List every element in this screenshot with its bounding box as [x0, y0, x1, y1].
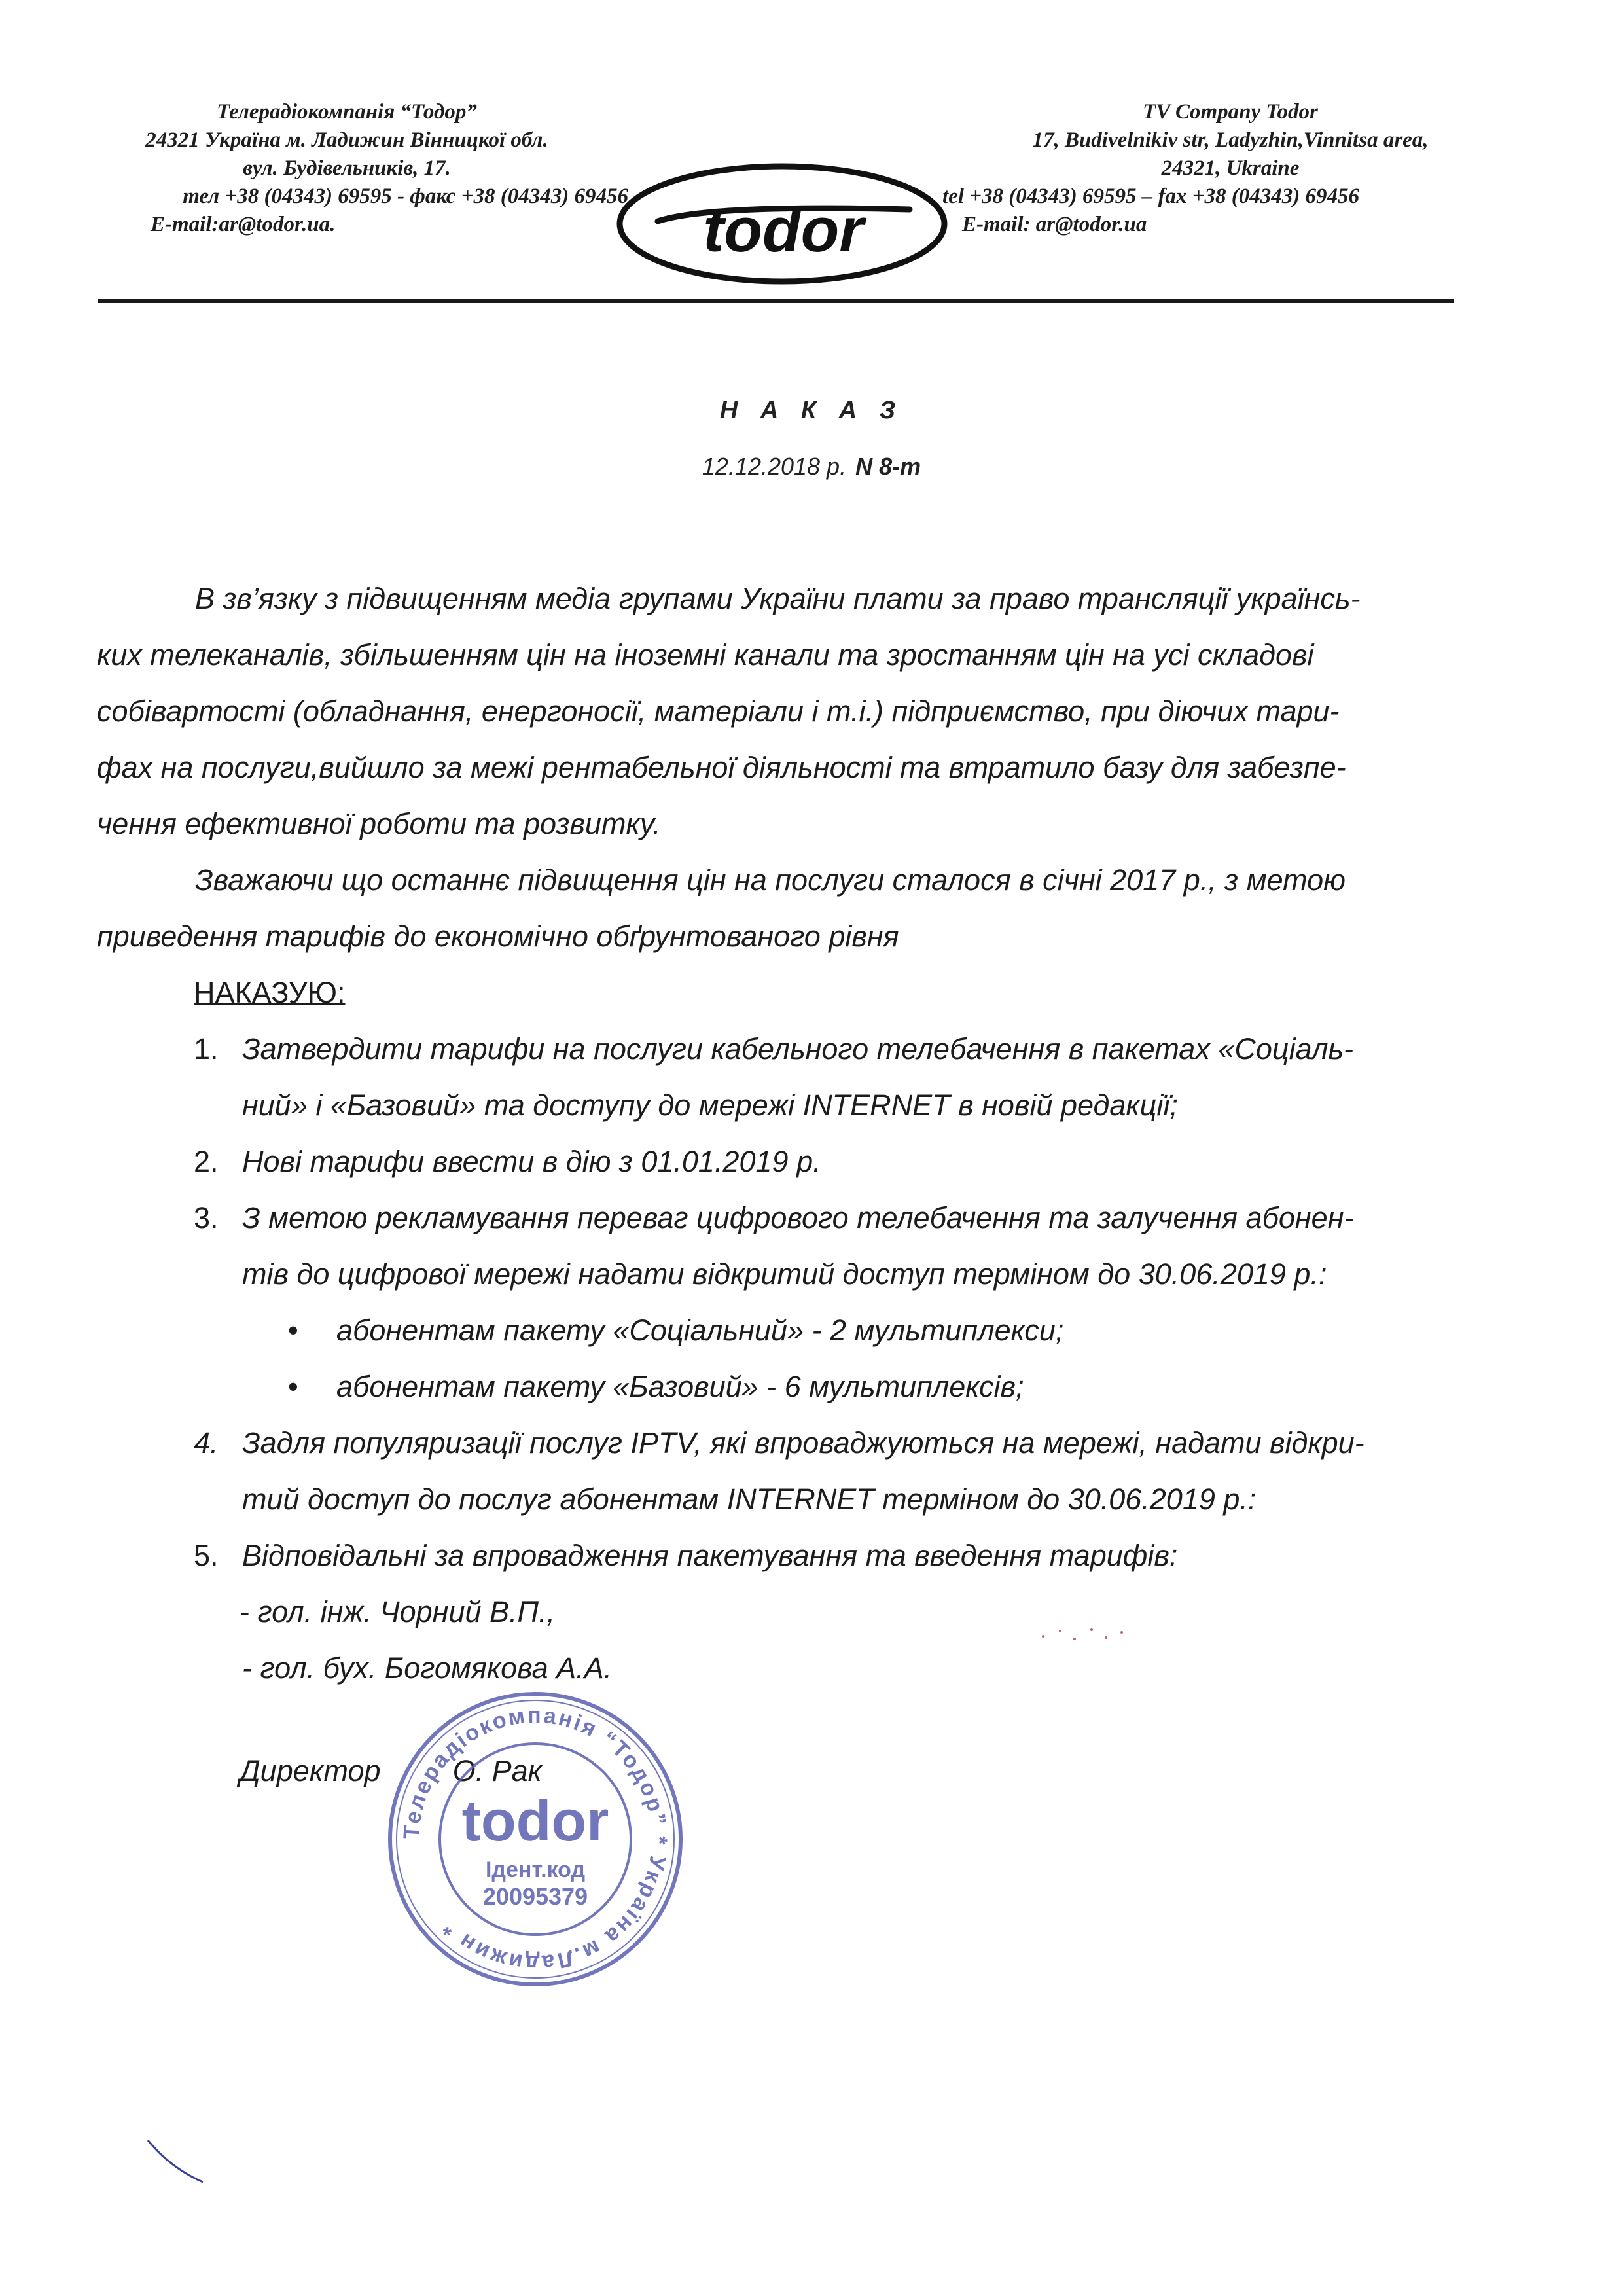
list-item-text: Нові тарифи ввести в дію з 01.01.2019 р. [242, 1145, 821, 1178]
letterhead-ua-address-1: 24321 Україна м. Ладижин Вінницкої обл. [145, 128, 548, 152]
paragraph-line: фах на послуги,вийшло за межі рентабельної діяльності та втратило базу для забезпе- [97, 751, 1346, 784]
list-item-number: 1. [194, 1032, 219, 1066]
paragraph-line: ких телеканалів, збільшенням цін на іноземні канали та зростанням цін на усі складові [97, 638, 1314, 672]
document-title: Н А К А З [719, 397, 904, 424]
letterhead-en-company: TV Company Todor [1143, 100, 1318, 124]
list-item-text: Затвердити тарифи на послуги кабельного телебачення в пакетах «Соціаль- [242, 1032, 1354, 1066]
paragraph-line: собівартості (обладнання, енергоносії, матеріали і т.і.) підприємство, при діючих тари- [97, 694, 1340, 728]
list-item-number: 2. [194, 1145, 219, 1178]
list-item-continuation: тий доступ до послуг абонентам INTERNET терміном до 30.06.2019 р.: [242, 1482, 1257, 1516]
bullet-symbol: • [288, 1314, 298, 1347]
list-item-text: Відповідальні за впровадження пакетування та введення тарифів: [242, 1539, 1178, 1572]
stamp-id-number: 20095379 [482, 1883, 588, 1910]
paragraph-line: приведення тарифів до економічно обґрунтованого рівня [97, 920, 899, 953]
list-item [97, 1528, 1504, 1584]
stamp-logo-text: todor [461, 1788, 609, 1853]
list-item-text: З метою рекламування переваг цифрового телебачення та залучення абонен- [242, 1201, 1354, 1234]
todor-logo [612, 158, 952, 289]
signature-title: Директор [240, 1754, 381, 1787]
letterhead-en-email: E-mail: ar@todor.ua [962, 213, 1147, 236]
list-item [97, 1134, 1504, 1190]
document-date: 12.12.2018 р. [702, 453, 847, 480]
letterhead-ua-email: E-mail:ar@todor.ua. [151, 213, 336, 236]
stamp-id-label: Ідент.код [485, 1857, 586, 1882]
responsible-person: - гол. бух. Богомякова А.А. [242, 1651, 613, 1685]
document-dateline [0, 453, 1623, 480]
signature-name: О. Рак [452, 1754, 542, 1787]
paragraph-line: В зв’язку з підвищенням медіа групами України плати за право трансляції українсь- [195, 582, 1361, 615]
letterhead-ua [65, 98, 628, 239]
list-item-text: Задля популяризації послуг IPTV, які впроваджуються на мережі, надати відкри- [242, 1426, 1364, 1460]
list-item-continuation: тів до цифрової мережі надати відкритий доступ терміном до 30.06.2019 р.: [242, 1257, 1327, 1291]
list-item [97, 1021, 1504, 1077]
bullet-text: абонентам пакету «Базовий» - 6 мультиплексів; [336, 1370, 1024, 1403]
paragraph-line: чення ефективної роботи та розвитку. [97, 807, 661, 840]
letterhead-ua-company: Телерадіокомпанія “Тодор” [217, 100, 477, 124]
document-body [97, 571, 1504, 1696]
responsible-person: - гол. інж. Чорний В.П., [240, 1595, 556, 1628]
letterhead-en-address-2: 24321, Ukraine [1161, 156, 1300, 180]
order-word: НАКАЗУЮ: [194, 976, 346, 1009]
list-item [97, 1190, 1504, 1246]
stamp-ring-text: Телерадіокомпанія “Тодор” * Україна м.Ладижин * [399, 1702, 672, 1976]
pen-mark [144, 2134, 209, 2186]
letterhead-en-phone: tel +38 (04343) 69595 – fax +38 (04343) 69456 [942, 185, 1360, 208]
document-number: N 8-т [855, 453, 921, 480]
letterhead-en [942, 98, 1518, 239]
letterhead-en-address-1: 17, Budivelnikiv str, Ladyzhin,Vinnitsa area, [1032, 128, 1429, 152]
bullet-item [97, 1302, 1504, 1359]
list-item-number: 4. [194, 1426, 219, 1460]
logo-text: todor [703, 195, 864, 265]
scan-speckle [1034, 1622, 1139, 1648]
list-item-continuation: ний» і «Базовий» та доступу до мережі INTERNET в новій редакції; [242, 1088, 1178, 1122]
company-stamp [385, 1689, 686, 1990]
bullet-text: абонентам пакету «Соціальний» - 2 мультиплекси; [336, 1314, 1064, 1347]
list-item-number: 3. [194, 1201, 219, 1234]
bullet-symbol: • [288, 1370, 298, 1403]
bullet-item [97, 1359, 1504, 1415]
letterhead-divider [98, 299, 1454, 303]
letterhead-ua-phone: тел +38 (04343) 69595 - факс +38 (04343) 69456 [183, 185, 628, 208]
letterhead-ua-address-2: вул. Будівельників, 17. [243, 156, 451, 180]
list-item [97, 1415, 1504, 1471]
list-item-number: 5. [194, 1539, 219, 1572]
paragraph-line: Зважаючи що останнє підвищення цін на послуги сталося в січні 2017 р., з метою [195, 863, 1346, 897]
